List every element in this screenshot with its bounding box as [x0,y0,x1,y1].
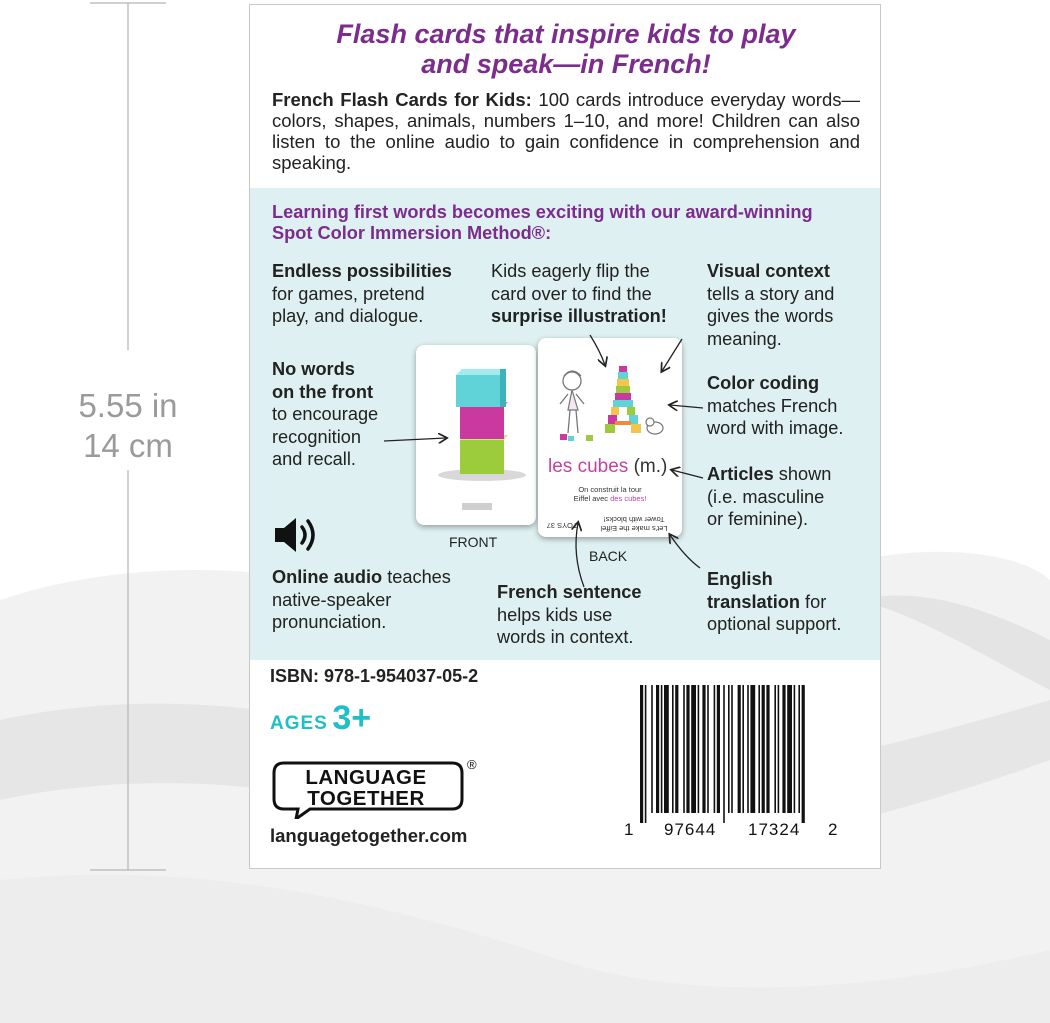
barcode-bar [651,685,653,813]
front-label: FRONT [449,534,498,550]
feature-flip-line2: card over to find the [491,283,652,304]
feature-english-title1: English [707,569,773,589]
barcode-bar [664,685,669,813]
feature-nowords-line4: recognition [272,426,361,447]
card-sentence-fr-line1: On construit la tour [578,485,642,494]
barcode-bar [747,685,749,813]
barcode-bar [702,685,705,813]
barcode-digit-last: 2 [828,820,839,839]
feature-visual-line2: tells a story and [707,283,835,304]
feature-sentence-title: French sentence [497,582,642,602]
barcode-bar [738,685,741,813]
feature-visual-title: Visual context [707,261,830,281]
card-sentence-fr-line2a: Eiffel avec [573,494,611,503]
intro-text: 100 cards introduce everyday words—colors, shapes, animals, numbers 1–10, and more! Children can also listen to the online audio to gain confidence in comprehension and speaking. [272,89,861,173]
feature-articles-line3: or feminine). [707,509,809,529]
barcode-bar [774,685,776,813]
feature-audio-title: Online audio [272,567,383,587]
method-heading-line2: Spot Color Immersion Method®: [272,223,552,243]
barcode-digits-left: 97644 [664,820,717,839]
feature-articles-line2: (i.e. masculine [707,486,825,507]
method-heading-line1: Learning first words becomes exciting with our award-winning [272,202,813,222]
barcode-digits-right: 17324 [748,820,801,839]
back-label: BACK [589,548,628,564]
ages-badge [270,699,371,738]
feature-audio-rest: teaches [382,567,451,587]
barcode-bar [717,685,720,813]
ages-value: 3+ [332,699,372,737]
feature-english-rest: for [799,591,827,612]
barcode-graphic [622,681,852,851]
barcode-bar [691,685,696,813]
logo-line2: TOGETHER [307,787,425,810]
feature-endless-title: Endless possibilities [272,261,452,281]
barcode-bar [782,685,785,813]
barcode-bar [686,685,689,813]
barcode-bar [750,685,755,813]
barcode-bar [802,685,805,823]
feature-visual-line3: gives the words [707,306,834,326]
barcode-bar [640,685,643,823]
card-sentence-en-line1: Let's make the Eiffel [600,524,668,533]
website-url: languagetogether.com [270,825,468,846]
feature-nowords-line3: to encourage [272,404,379,424]
headline-line1: Flash cards that inspire kids to play [336,19,796,49]
feature-endless-line3: play, and dialogue. [272,306,424,326]
logo-line1: LANGUAGE [305,766,427,789]
card-sentence-fr-line2b: des cubes! [610,494,647,503]
feature-audio-line2: native-speaker [272,589,392,610]
dimension-lines [0,0,240,1023]
barcode-bar [683,685,685,813]
feature-flip-line1: Kids eagerly flip the [491,261,650,281]
feature-flip-title: surprise illustration! [491,306,667,326]
barcode-bar [656,685,659,813]
ages-label: AGES [270,713,328,734]
feature-endless-line2: for games, pretend [272,283,425,304]
language-together-logo [270,757,477,819]
feature-color-title: Color coding [707,373,820,393]
card-sentence-en-line2: Tower with blocks! [603,515,665,524]
feature-articles-rest: shown [773,464,832,484]
barcode-bar [766,685,769,813]
barcode-bar [698,685,700,813]
barcode-bar [778,685,780,813]
barcode-bar [661,685,663,813]
barcode-bar [762,685,765,813]
feature-english-title2: translation [707,591,800,612]
barcode-bar [731,685,733,813]
feature-nowords-line5: and recall. [272,449,356,469]
feature-visual-line4: meaning. [707,328,782,349]
logo-registered-mark: ® [467,757,477,772]
feature-audio-line3: pronunciation. [272,612,387,632]
barcode-bar [794,685,796,813]
barcode-bar [714,685,716,813]
dimension-cm: 14 cm [68,426,188,465]
card-gender: (m.) [633,456,668,477]
isbn: ISBN: 978-1-954037-05-2 [270,666,479,686]
barcode-bar [707,685,709,813]
barcode-digit-first: 1 [624,820,635,839]
dimension-inches: 5.55 in [68,386,188,425]
barcode-bar [723,685,725,823]
barcode-bar [728,685,730,813]
feature-color-line3: word with image. [707,418,844,438]
feature-sentence-line2: helps kids use [497,604,613,625]
feature-english-line3: optional support. [707,614,842,634]
barcode-bar [787,685,792,813]
barcode-bar [675,685,678,813]
feature-nowords-title1: No words [272,359,355,379]
feature-articles-title: Articles [707,464,774,484]
card-code: TOYS 37 [546,521,578,530]
barcode-bar [758,685,760,813]
barcode-bar [742,685,744,813]
card-word-fr: les cubes [548,456,629,477]
feature-nowords-title2: on the front [272,381,374,402]
barcode-bar [798,685,800,813]
intro-bold: French Flash Cards for Kids: [272,89,532,110]
barcode-bar [645,685,647,823]
barcode-bar [672,685,674,813]
headline-line2: and speak—in French! [421,49,711,79]
callout-arrows [250,5,880,665]
feature-color-line2: matches French [707,395,838,416]
package-back-panel [249,4,881,869]
feature-sentence-line3: words in context. [497,627,634,647]
